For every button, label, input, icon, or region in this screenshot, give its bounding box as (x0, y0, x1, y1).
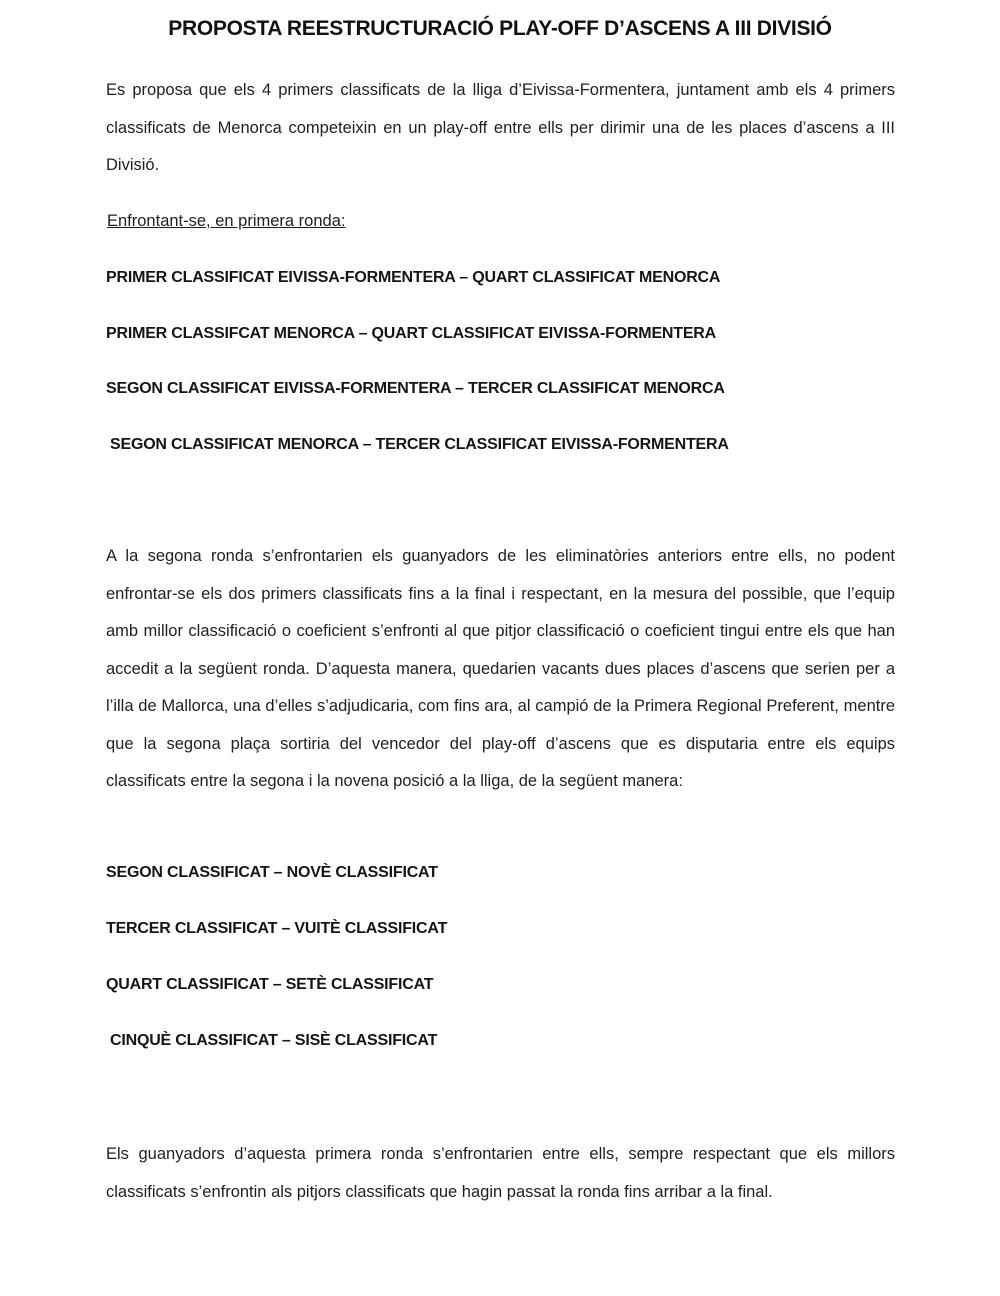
first-round-match-3: SEGON CLASSIFICAT EIVISSA-FORMENTERA – TERCER CLASSIFICAT MENORCA (106, 380, 725, 397)
mallorca-match-3: QUART CLASSIFICAT – SETÈ CLASSIFICAT (106, 976, 434, 993)
first-round-match-1: PRIMER CLASSIFICAT EIVISSA-FORMENTERA – QUART CLASSIFICAT MENORCA (106, 269, 721, 286)
mallorca-match-2: TERCER CLASSIFICAT – VUITÈ CLASSIFICAT (106, 920, 448, 937)
first-round-match-2: PRIMER CLASSIFCAT MENORCA – QUART CLASSIFICAT EIVISSA-FORMENTERA (106, 325, 717, 342)
first-round-match-4: SEGON CLASSIFICAT MENORCA – TERCER CLASSIFICAT EIVISSA-FORMENTERA (110, 436, 729, 453)
mallorca-match-1: SEGON CLASSIFICAT – NOVÈ CLASSIFICAT (106, 864, 438, 881)
first-round-heading: Enfrontant-se, en primera ronda: (107, 212, 346, 230)
closing-paragraph: Els guanyadors d’aquesta primera ronda s’enfrontarien entre ells, sempre respectant que els millors classificats s’enfrontin als pitjors classificats que hagin passat la ronda fins arribar a la final. (106, 1145, 895, 1201)
document-title: PROPOSTA REESTRUCTURACIÓ PLAY-OFF D’ASCENS A III DIVISIÓ (168, 17, 832, 40)
intro-paragraph: Es proposa que els 4 primers classificats de la lliga d’Eivissa-Formentera, juntament amb els 4 primers classificats de Menorca competeixin en un play-off entre ells per dirimir una de les places d’ascens a III Divisió. (106, 81, 895, 174)
second-round-paragraph: A la segona ronda s’enfrontarien els guanyadors de les eliminatòries anteriors entre ells, no podent enfrontar-se els dos primers classificats fins a la final i respectant, en la mesura del possible, que l’equip amb millor classificació o coeficient s’enfronti al que pitjor classificació o coeficient tingui entre els que han accedit a la següent ronda. D’aquesta manera, quedarien vacants dues places d’ascens que serien per a l’illa de Mallorca, una d’elles s’adjudicaria, com fins ara, al campió de la Primera Regional Preferent, mentre que la segona plaça sortiria del vencedor del play-off d’ascens que es disputaria entre els equips classificats entre la segona i la novena posició a la lliga, de la següent manera: (106, 547, 895, 790)
mallorca-match-4: CINQUÈ CLASSIFICAT – SISÈ CLASSIFICAT (110, 1032, 438, 1049)
